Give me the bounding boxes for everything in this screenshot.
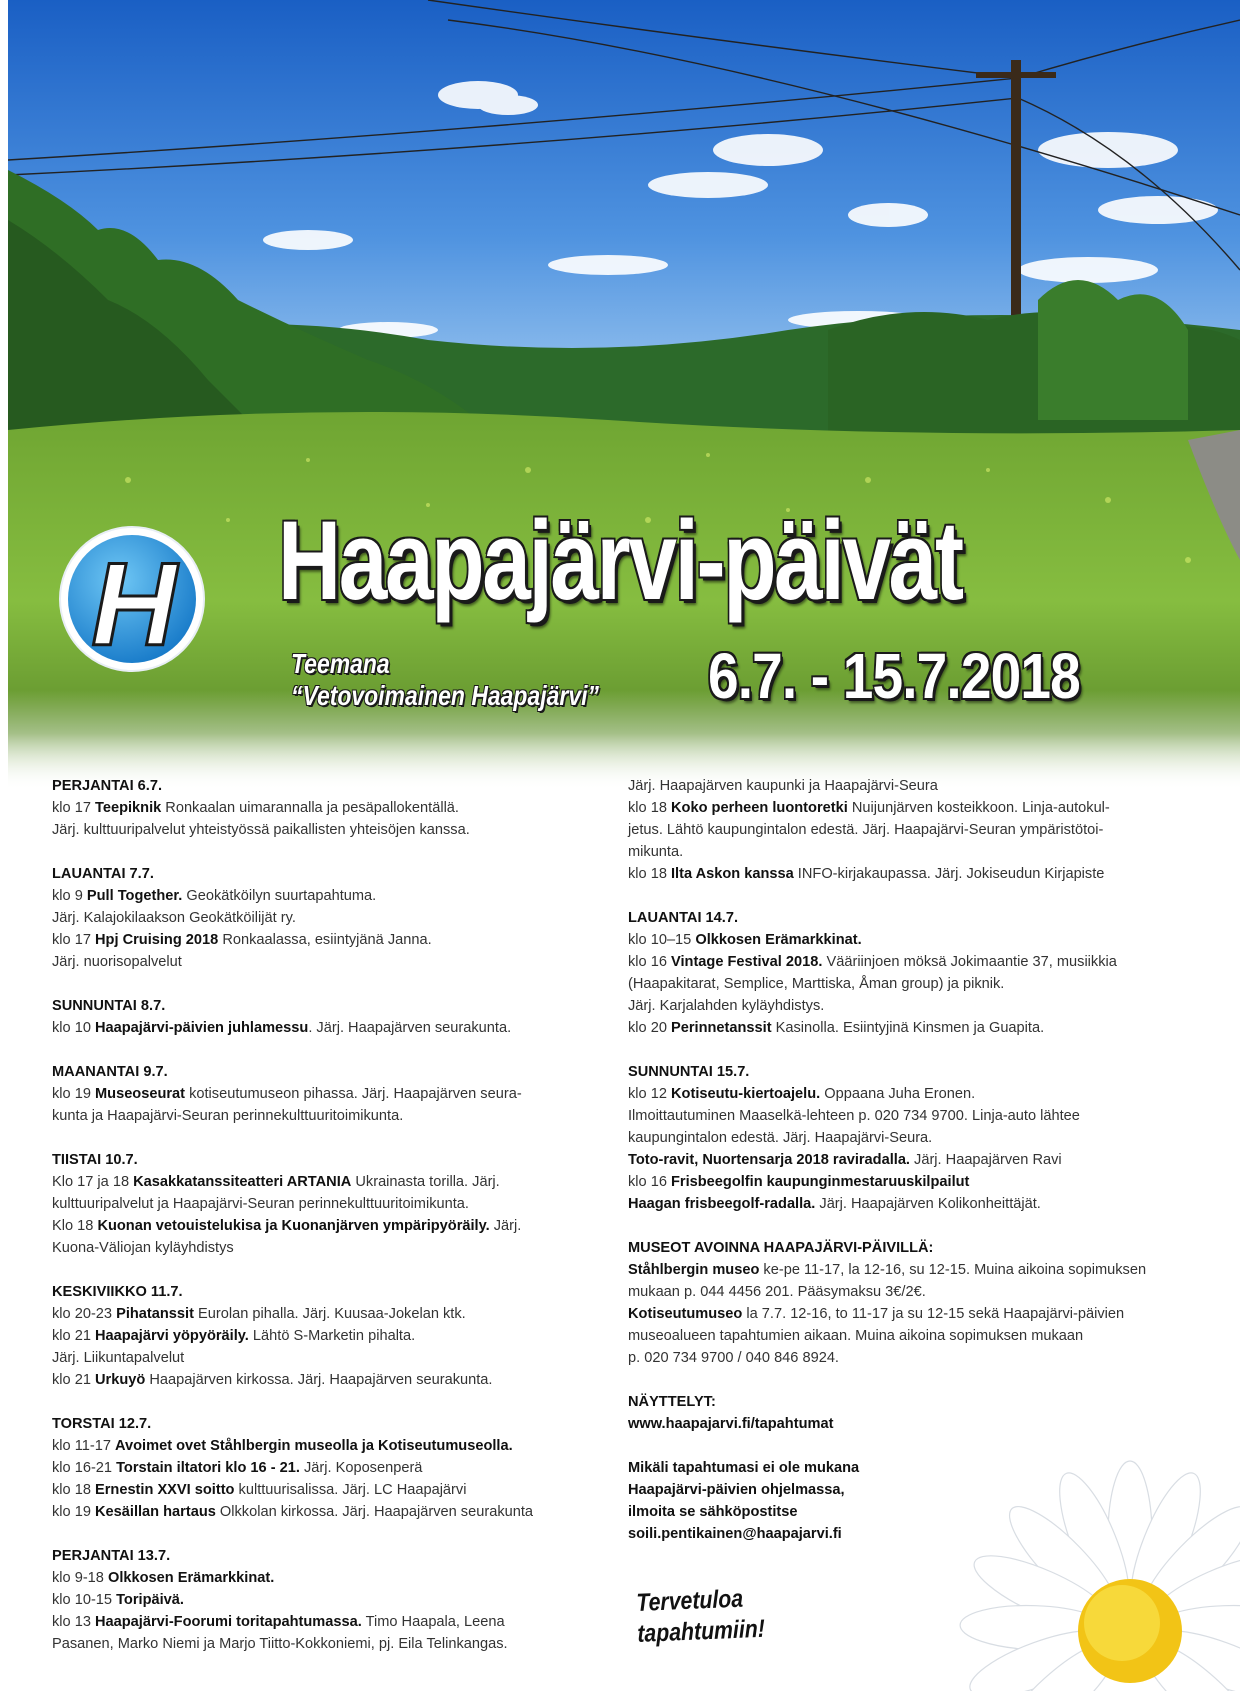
event-detail: klo 16: [628, 954, 671, 970]
event-detail: la 7.7. 12-16, to 11-17 ja su 12-15 sekä Haapajärvi-päivien: [742, 1306, 1125, 1322]
theme-name: “Vetovoimainen Haapajärvi”: [291, 680, 599, 711]
program-day-block: [52, 1061, 612, 1127]
theme-label: Teemana: [291, 648, 390, 679]
program-line: [52, 1105, 612, 1127]
program-day-block: [52, 995, 612, 1039]
event-detail: ke-pe 11-17, la 12-16, su 12-15. Muina aikoina sopimuksen: [759, 1262, 1147, 1278]
poster: [8, 0, 1240, 1691]
day-heading: PERJANTAI 6.7.: [52, 778, 163, 794]
event-name: Haagan frisbeegolf-radalla.: [628, 1196, 816, 1212]
program-line: [628, 929, 1188, 951]
program-line: [52, 907, 612, 929]
event-detail: klo 13: [52, 1614, 95, 1630]
day-heading: LAUANTAI 7.7.: [52, 866, 154, 882]
event-detail: Pasanen, Marko Niemi ja Marjo Tiitto-Kokkoniemi, pj. Eila Telinkangas.: [52, 1636, 508, 1652]
program-line: [628, 1193, 1188, 1215]
program-line: [628, 1171, 1188, 1193]
program-line: [628, 841, 1188, 863]
program-line: [628, 1017, 1188, 1039]
event-detail: klo 11-17: [52, 1438, 116, 1454]
event-detail: p. 020 734 9700 / 040 846 8924.: [628, 1350, 839, 1366]
event-name: Pihatanssit: [116, 1306, 194, 1322]
event-detail: klo 19: [52, 1504, 95, 1520]
event-detail: Haapajärven kirkossa. Järj. Haapajärven seurakunta.: [145, 1372, 493, 1388]
event-detail: Kasinolla. Esiintyjinä Kinsmen ja Guapita.: [771, 1020, 1045, 1036]
program-line: [52, 1567, 612, 1589]
program-line: [52, 1193, 612, 1215]
program-line: [52, 1589, 612, 1611]
day-heading: NÄYTTELYT:: [628, 1394, 716, 1410]
program-line: [52, 1347, 612, 1369]
event-detail: Klo 17 ja 18: [52, 1174, 134, 1190]
event-name: Hpj Cruising 2018: [95, 932, 219, 948]
program-line: [52, 1501, 612, 1523]
day-heading: SUNNUNTAI 15.7.: [628, 1064, 750, 1080]
day-heading: MAANANTAI 9.7.: [52, 1064, 168, 1080]
event-detail: klo 9: [52, 888, 87, 904]
event-detail: klo 18: [628, 800, 671, 816]
event-name: Olkkosen Erämarkkinat.: [107, 1570, 275, 1586]
event-detail: Järj. Haapajärven Ravi: [909, 1152, 1062, 1168]
event-name: Haapajärvi yöpyöräily.: [95, 1328, 249, 1344]
logo-letter: H: [91, 539, 177, 671]
program-line: [628, 1127, 1188, 1149]
program-line: [52, 1457, 612, 1479]
theme-text: [291, 648, 599, 712]
program-line: [52, 1237, 612, 1259]
event-detail: Järj.: [489, 1218, 522, 1234]
event-detail: kaupungintalon edestä. Järj. Haapajärvi-Seura.: [628, 1130, 933, 1146]
event-name: Torstain iltatori klo 16 - 21.: [116, 1460, 300, 1476]
event-name: Kesäillan hartaus: [95, 1504, 216, 1520]
event-detail: Nuijunjärven kosteikkoon. Linja-autokul-: [847, 800, 1110, 816]
day-heading: KESKIVIIKKO 11.7.: [52, 1284, 183, 1300]
day-heading: TIISTAI 10.7.: [52, 1152, 138, 1168]
event-detail: Vääriinjoen möksä Jokimaantie 37, musiikkia: [822, 954, 1117, 970]
event-detail: Eurolan pihalla. Järj. Kuusaa-Jokelan ktk.: [193, 1306, 466, 1322]
program-day-block: [628, 775, 1188, 885]
program-line: [628, 797, 1188, 819]
event-name: ilmoita se sähköpostitse: [628, 1504, 798, 1520]
event-detail: kulttuuripalvelut ja Haapajärvi-Seuran perinnekulttuuritoimikunta.: [52, 1196, 469, 1212]
event-detail: Ukrainasta torilla. Järj.: [351, 1174, 500, 1190]
event-name: Pull Together.: [86, 888, 183, 904]
event-detail: klo 10-15: [52, 1592, 117, 1608]
program-line: [628, 951, 1188, 973]
event-detail: Ronkaalan uimarannalla ja pesäpallokentällä.: [161, 800, 459, 816]
day-heading: TORSTAI 12.7.: [52, 1416, 152, 1432]
event-detail: Järj. nuorisopalvelut: [52, 954, 182, 970]
welcome-line-2: tapahtumiin!: [636, 1614, 766, 1648]
event-detail: klo 18: [628, 866, 671, 882]
event-name: Olkkosen Erämarkkinat.: [695, 932, 862, 948]
event-name: Frisbeegolfin kaupunginmestaruuskilpailut: [671, 1174, 970, 1190]
program-line: [628, 1149, 1188, 1171]
hero-landscape-image: [8, 0, 1240, 790]
event-detail: Kuona-Väliojan kyläyhdistys: [52, 1240, 234, 1256]
program-line: [52, 1369, 612, 1391]
event-name: Haapajärvi-päivien ohjelmassa,: [628, 1482, 845, 1498]
event-name: Ståhlbergin museo: [628, 1262, 760, 1278]
event-name: Museoseurat: [95, 1086, 186, 1102]
event-name: Haapajärvi-Foorumi toritapahtumassa.: [95, 1614, 362, 1630]
event-detail: Lähtö S-Marketin pihalta.: [248, 1328, 416, 1344]
program-line: [628, 1105, 1188, 1127]
event-detail: Järj. Haapajärven Kolikonheittäjät.: [815, 1196, 1041, 1212]
event-detail: museoalueen tapahtumien aikaan. Muina aikoina sopimuksen mukaan: [628, 1328, 1084, 1344]
event-detail: (Haapakitarat, Semplice, Marttiska, Åman group) ja piknik.: [628, 976, 1005, 992]
event-detail: klo 16: [628, 1174, 671, 1190]
event-detail: mikunta.: [628, 844, 684, 860]
day-heading: MUSEOT AVOINNA HAAPAJÄRVI-PÄIVILLÄ:: [628, 1240, 934, 1256]
program-day-block: [52, 1545, 612, 1655]
event-detail: Geokätköilyn suurtapahtuma.: [182, 888, 377, 904]
event-detail: Järj. Karjalahden kyläyhdistys.: [628, 998, 825, 1014]
event-detail: klo 20: [628, 1020, 671, 1036]
event-detail: klo 21: [52, 1372, 95, 1388]
event-name: Ilta Askon kanssa: [671, 866, 794, 882]
event-detail: klo 16-21: [52, 1460, 117, 1476]
program-line: [628, 819, 1188, 841]
program-line: [628, 1303, 1188, 1325]
program-day-block: [628, 1237, 1188, 1369]
event-name: soili.pentikainen@haapajarvi.fi: [628, 1526, 842, 1542]
program-line: [52, 951, 612, 973]
page-title: Haapajärvi-päivät: [278, 498, 962, 623]
event-name: Haapajärvi-päivien juhlamessu: [95, 1020, 309, 1036]
event-detail: Järj. Liikuntapalvelut: [52, 1350, 185, 1366]
event-detail: Järj. Kalajokilaakson Geokätköilijät ry.: [52, 910, 296, 926]
program-day-block: [52, 775, 612, 841]
event-detail: klo 21: [52, 1328, 95, 1344]
welcome-text: [636, 1583, 765, 1650]
event-name: Kotiseutu-kiertoajelu.: [671, 1086, 821, 1102]
program-line: [52, 1633, 612, 1655]
event-name: www.haapajarvi.fi/tapahtumat: [628, 1416, 834, 1432]
event-detail: klo 17: [52, 800, 95, 816]
event-detail: Ilmoittautuminen Maaselkä-lehteen p. 020 734 9700. Linja-auto lähtee: [628, 1108, 1080, 1124]
event-detail: Ronkaalassa, esiintyjänä Janna.: [218, 932, 432, 948]
program-line: [52, 1017, 612, 1039]
program-day-block: [628, 1061, 1188, 1215]
program-line: [52, 1325, 612, 1347]
program-line: [628, 1347, 1188, 1369]
program-line: [52, 819, 612, 841]
program-line: [52, 1611, 612, 1633]
day-heading: LAUANTAI 14.7.: [628, 910, 739, 926]
event-detail: Timo Haapala, Leena: [361, 1614, 505, 1630]
event-name: Avoimet ovet Ståhlbergin museolla ja Kotiseutumuseolla.: [115, 1438, 513, 1454]
event-detail: klo 10: [52, 1020, 95, 1036]
event-dates: 6.7. - 15.7.2018: [708, 640, 1080, 712]
event-name: Kasakkatanssiteatteri ARTANIA: [133, 1174, 352, 1190]
event-name: Perinnetanssit: [671, 1020, 772, 1036]
program-line: [628, 1259, 1188, 1281]
program-line: [628, 995, 1188, 1017]
event-detail: klo 9-18: [52, 1570, 108, 1586]
event-name: Kotiseutumuseo: [628, 1306, 743, 1322]
event-name: Koko perheen luontoretki: [671, 800, 848, 816]
event-detail: . Järj. Haapajärven seurakunta.: [308, 1020, 512, 1036]
program-line: [52, 1303, 612, 1325]
program-line: [628, 973, 1188, 995]
daisy-flower-image: [900, 1371, 1240, 1691]
program-line: [52, 929, 612, 951]
program-line: [628, 1083, 1188, 1105]
event-detail: kunta ja Haapajärvi-Seuran perinnekulttuuritoimikunta.: [52, 1108, 404, 1124]
program-line: [52, 1435, 612, 1457]
event-detail: klo 19: [52, 1086, 95, 1102]
event-name: Kuonan vetouistelukisa ja Kuonanjärven ympäripyöräily.: [97, 1218, 490, 1234]
program-line: [628, 1281, 1188, 1303]
day-heading: SUNNUNTAI 8.7.: [52, 998, 166, 1014]
event-detail: Olkkolan kirkossa. Järj. Haapajärven seurakunta: [215, 1504, 534, 1520]
program-line: [628, 775, 1188, 797]
event-name: Urkuyö: [95, 1372, 146, 1388]
welcome-line-1: Tervetuloa: [636, 1584, 744, 1617]
event-detail: kulttuurisalissa. Järj. LC Haapajärvi: [234, 1482, 467, 1498]
event-detail: Järj. Koposenperä: [299, 1460, 423, 1476]
program-line: [52, 885, 612, 907]
event-name: Toto-ravit, Nuortensarja 2018 raviradalla.: [628, 1152, 910, 1168]
day-heading: PERJANTAI 13.7.: [52, 1548, 171, 1564]
event-name: Vintage Festival 2018.: [671, 954, 823, 970]
event-detail: klo 20-23: [52, 1306, 117, 1322]
program-line: [52, 1083, 612, 1105]
program-line: [628, 863, 1188, 885]
event-detail: Klo 18: [52, 1218, 98, 1234]
event-name: Mikäli tapahtumasi ei ole mukana: [628, 1460, 860, 1476]
program-line: [52, 1171, 612, 1193]
program-line: [628, 1325, 1188, 1347]
event-detail: Oppaana Juha Eronen.: [820, 1086, 976, 1102]
event-detail: Järj. Haapajärven kaupunki ja Haapajärvi-Seura: [628, 778, 938, 794]
event-detail: jetus. Lähtö kaupungintalon edestä. Järj. Haapajärvi-Seuran ympäristötoi-: [628, 822, 1104, 838]
program-day-block: [628, 907, 1188, 1039]
program-day-block: [52, 863, 612, 973]
event-detail: klo 17: [52, 932, 95, 948]
program-line: [52, 1479, 612, 1501]
event-detail: mukaan p. 044 4456 201. Pääsymaksu 3€/2€.: [628, 1284, 926, 1300]
event-name: Teepiknik: [95, 800, 162, 816]
event-detail: INFO-kirjakaupassa. Järj. Jokiseudun Kirjapiste: [793, 866, 1105, 882]
event-name: Ernestin XXVI soitto: [95, 1482, 235, 1498]
program-column-left: [52, 775, 612, 1677]
event-detail: klo 10–15: [628, 932, 696, 948]
program-line: [52, 797, 612, 819]
program-day-block: [52, 1413, 612, 1523]
event-detail: klo 18: [52, 1482, 95, 1498]
event-detail: kotiseutumuseon pihassa. Järj. Haapajärven seura-: [185, 1086, 522, 1102]
event-detail: Järj. kulttuuripalvelut yhteistyössä paikallisten yhteisöjen kanssa.: [52, 822, 470, 838]
haapajarvi-logo: [58, 525, 206, 673]
program-line: [52, 1215, 612, 1237]
program-day-block: [52, 1149, 612, 1259]
program-day-block: [52, 1281, 612, 1391]
event-name: Toripäivä.: [116, 1592, 184, 1608]
event-detail: klo 12: [628, 1086, 671, 1102]
